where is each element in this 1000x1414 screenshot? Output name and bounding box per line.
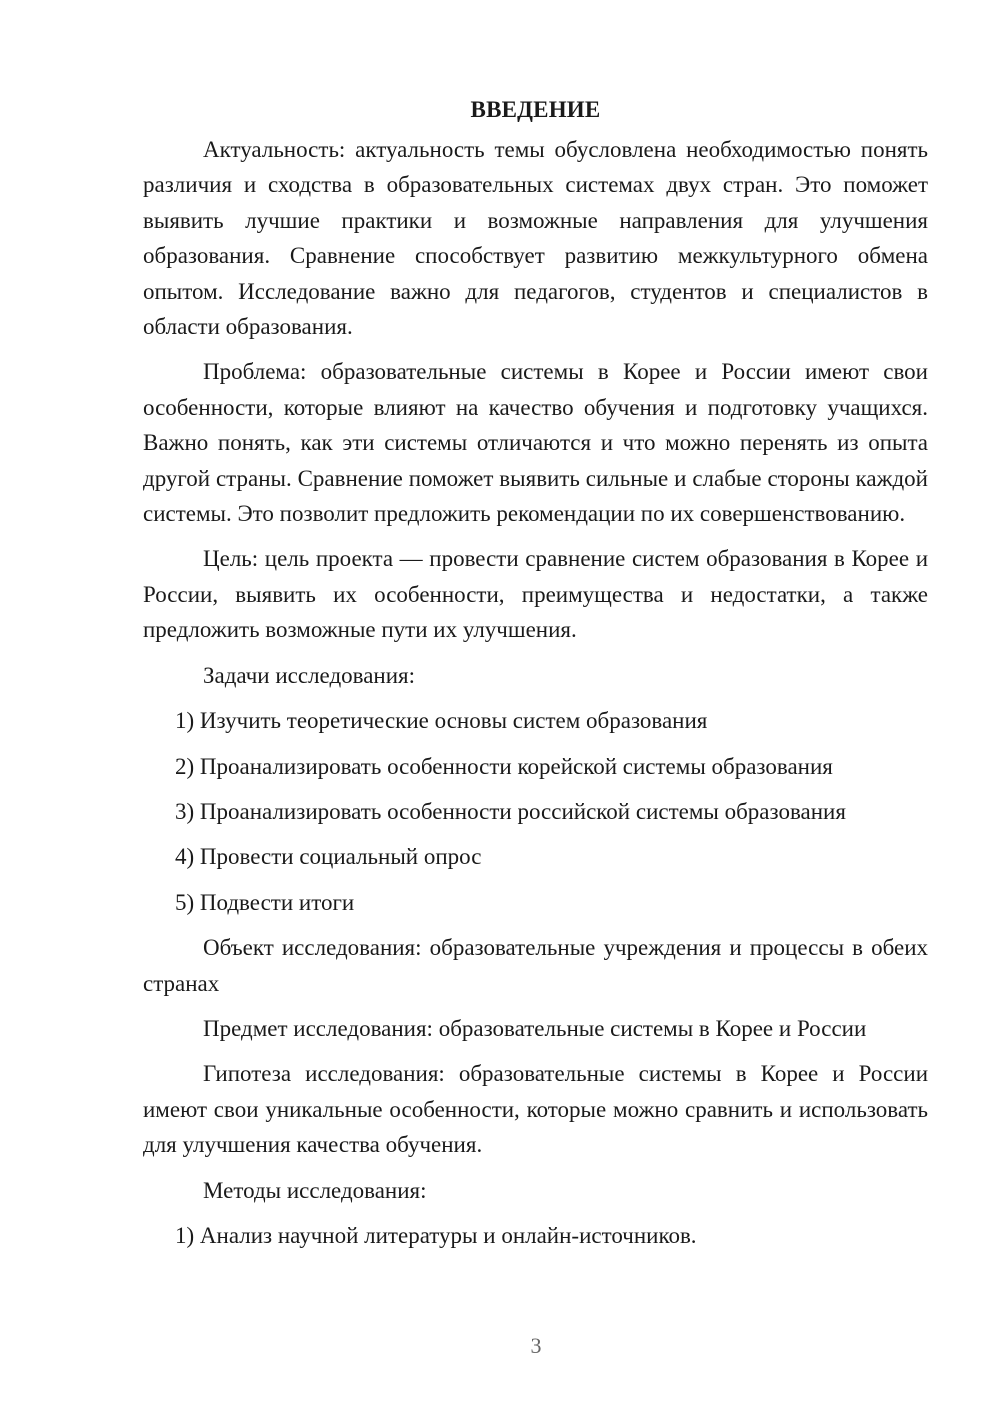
page-content	[143, 96, 928, 1263]
task-item-4: 4) Провести социальный опрос	[175, 844, 482, 870]
relevance-paragraph: Актуальность: актуальность темы обусловлена необходимостью понять различия и сходства в образовательных системах двух стран. Это поможет выявить лучшие практики и возможные направления для улучшения образования. Сравнение способствует развитию межкультурного обмена опытом. Исследование важно для педагогов, студентов и специалистов в области образования.	[143, 137, 928, 340]
task-item-2: 2) Проанализировать особенности корейской системы образования	[175, 753, 833, 779]
tasks-title: Задачи исследования:	[203, 662, 416, 688]
subject-paragraph: Предмет исследования: образовательные системы в Корее и России	[203, 1015, 867, 1041]
task-item-3: 3) Проанализировать особенности российской системы образования	[175, 798, 846, 824]
task-item-1: 1) Изучить теоретические основы систем образования	[175, 708, 708, 734]
object-paragraph: Объект исследования: образовательные учреждения и процессы в обеих странах	[143, 935, 928, 996]
page-number: 3	[530, 1333, 542, 1358]
task-item-5: 5) Подвести итоги	[175, 889, 355, 915]
method-item-1: 1) Анализ научной литературы и онлайн-источников.	[175, 1222, 697, 1248]
hypothesis-paragraph: Гипотеза исследования: образовательные системы в Корее и России имеют свои уникальные особенности, которые можно сравнить и использовать для улучшения качества обучения.	[143, 1061, 928, 1158]
section-heading: ВВЕДЕНИЕ	[470, 97, 601, 122]
goal-paragraph: Цель: цель проекта — провести сравнение систем образования в Корее и России, выявить их особенности, преимущества и недостатки, а также предложить возможные пути их улучшения.	[143, 546, 928, 643]
problem-paragraph: Проблема: образовательные системы в Корее и России имеют свои особенности, которые влияют на качество обучения и подготовку учащихся. Важно понять, как эти системы отличаются и что можно перенять из опыта другой страны. Сравнение поможет выявить сильные и слабые стороны каждой системы. Это позволит предложить рекомендации по их совершенствованию.	[143, 359, 928, 527]
methods-title: Методы исследования:	[203, 1177, 427, 1203]
